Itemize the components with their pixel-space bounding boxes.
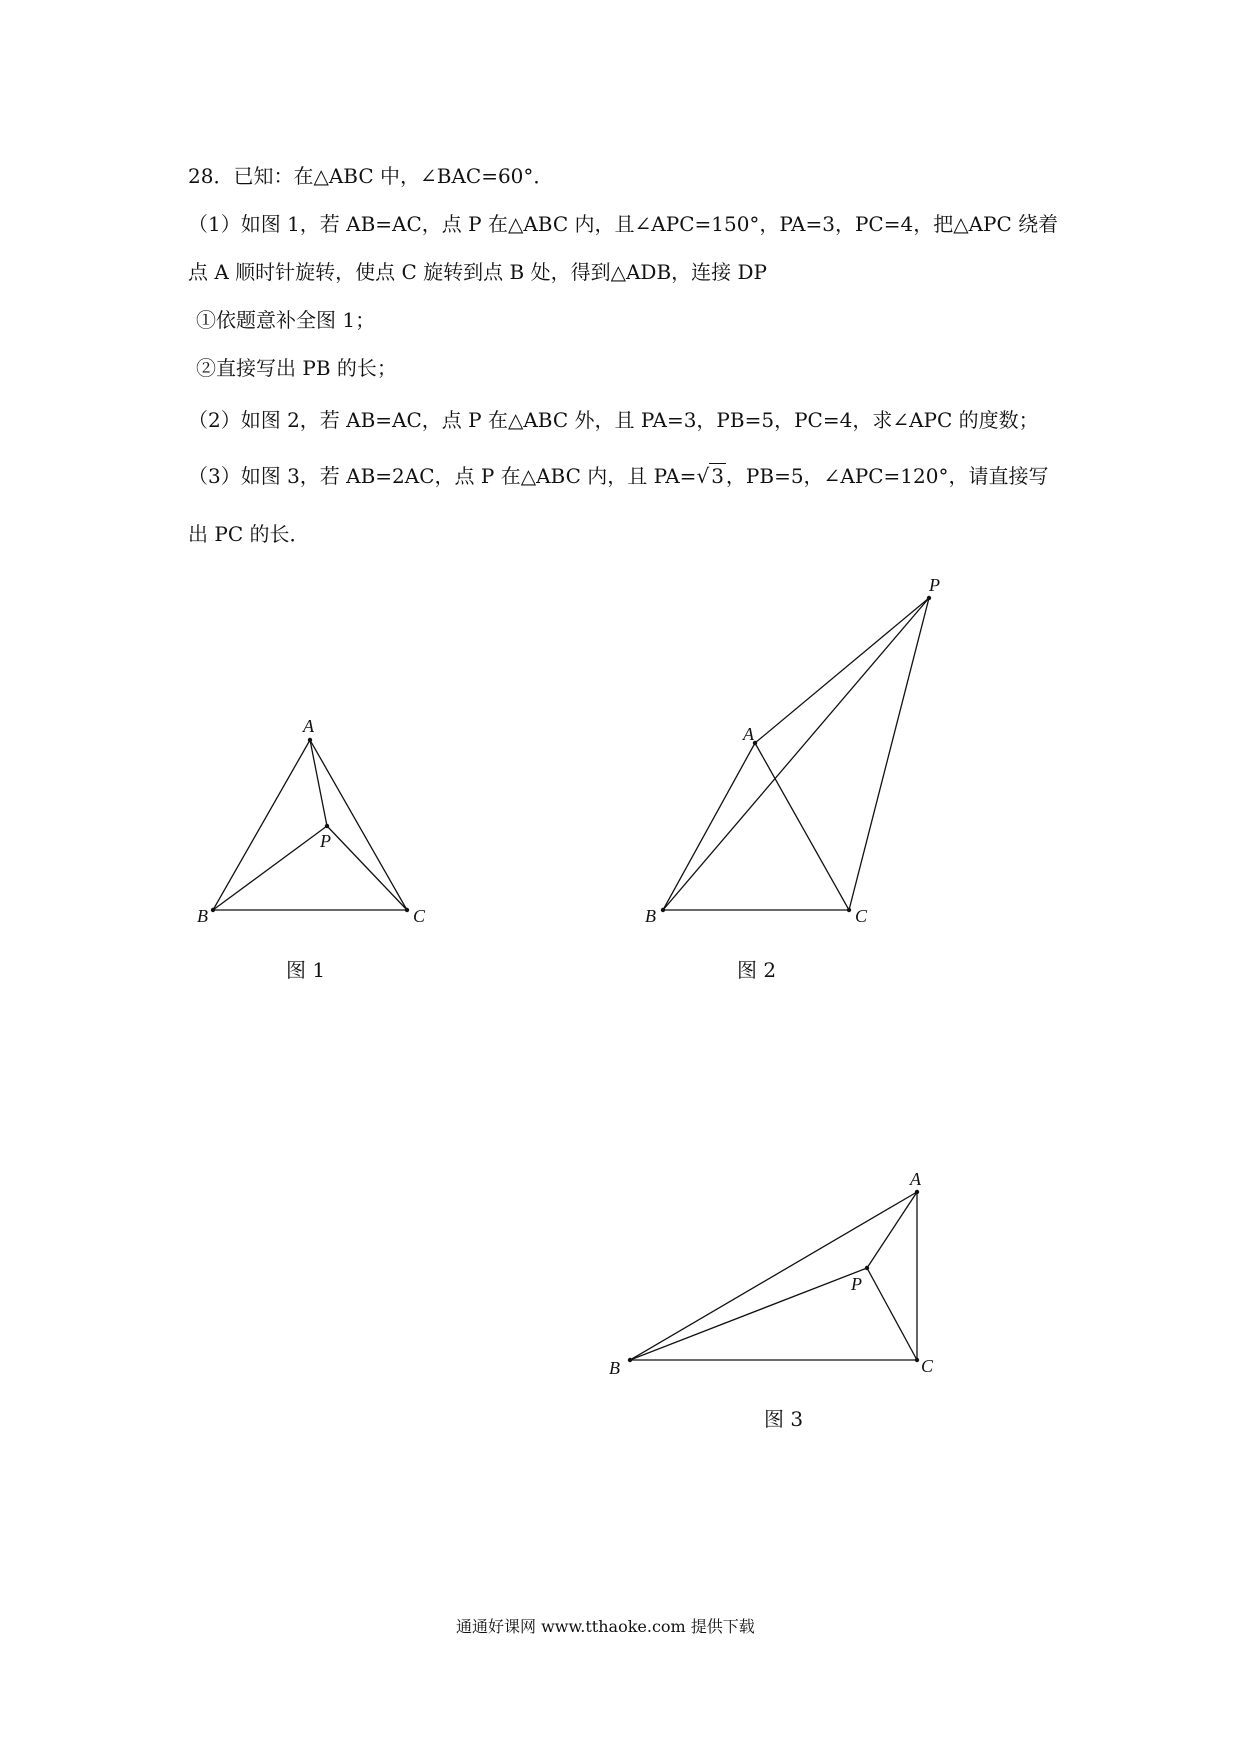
fig3-point-c: [915, 1358, 919, 1362]
fig3-point-b: [628, 1358, 632, 1362]
fig2-point-b: [661, 908, 665, 912]
fig3-label-c: C: [921, 1356, 934, 1376]
fig3-label-b: B: [609, 1358, 620, 1378]
part3-suffix: ，PB=5，∠APC=120°，请直接写: [725, 464, 1049, 488]
sqrt-radicand: 3: [711, 464, 724, 488]
fig2-label-b: B: [645, 906, 656, 926]
fig1-point-p: [325, 824, 329, 828]
fig1-point-c: [405, 908, 409, 912]
fig3-segment-pb: [630, 1268, 867, 1360]
fig1-label-b: B: [197, 906, 208, 926]
fig2-point-c: [847, 908, 851, 912]
fig1-triangle-abc: [213, 740, 407, 910]
sub-question-1: ①依题意补全图 1；: [196, 308, 376, 332]
fig1-point-b: [211, 908, 215, 912]
fig1-label-a: A: [303, 716, 314, 736]
fig1-point-a: [308, 738, 312, 742]
fig3-label-p: P: [851, 1274, 862, 1294]
figure-1-drawing: [213, 740, 407, 910]
fig1-label-p: P: [320, 831, 331, 851]
part3-prefix: （3）如图 3，若 AB=2AC，点 P 在△ABC 内，且 PA=: [188, 464, 697, 488]
fig1-segment-pb: [213, 826, 327, 910]
figure-3-drawing: [630, 1192, 917, 1360]
part3-line2: 出 PC 的长．: [188, 522, 310, 546]
figure-2-drawing: [663, 598, 929, 910]
fig2-triangle-abc: [663, 743, 849, 910]
part2-text: （2）如图 2，若 AB=AC，点 P 在△ABC 外，且 PA=3，PB=5，PC=4，求∠APC 的度数；: [188, 408, 1039, 432]
sqrt-symbol: √ 3: [696, 464, 724, 488]
footer-text: 通通好课网 www.tthaoke.com 提供下载: [456, 1617, 755, 1636]
fig2-label-c: C: [855, 906, 868, 926]
figure-1-caption: 图 1: [286, 958, 326, 982]
fig2-segment-pa: [755, 598, 929, 743]
fig3-point-a: [915, 1190, 919, 1194]
fig3-segment-pa: [867, 1192, 917, 1268]
fig1-label-c: C: [413, 906, 426, 926]
problem-title: 28．已知：在△ABC 中，∠BAC=60°．: [188, 164, 554, 188]
fig2-point-p: [927, 596, 931, 600]
fig3-point-p: [865, 1266, 869, 1270]
fig2-label-a: A: [743, 724, 754, 744]
fig3-segment-pc: [867, 1268, 917, 1360]
fig3-triangle-abc: [630, 1192, 917, 1360]
part1-line2: 点 A 顺时针旋转，使点 C 旋转到点 B 处，得到△ADB，连接 DP: [188, 260, 767, 284]
fig1-segment-pa: [310, 740, 327, 826]
fig3-label-a: A: [910, 1169, 921, 1189]
sub-question-2: ②直接写出 PB 的长；: [196, 356, 397, 380]
figure-3-caption: 图 3: [764, 1407, 804, 1431]
part1-line1: （1）如图 1，若 AB=AC，点 P 在△ABC 内，且∠APC=150°，PA=3，PC=4，把△APC 绕着: [188, 212, 1059, 236]
figure-2-caption: 图 2: [737, 958, 777, 982]
fig2-label-p: P: [929, 575, 940, 595]
